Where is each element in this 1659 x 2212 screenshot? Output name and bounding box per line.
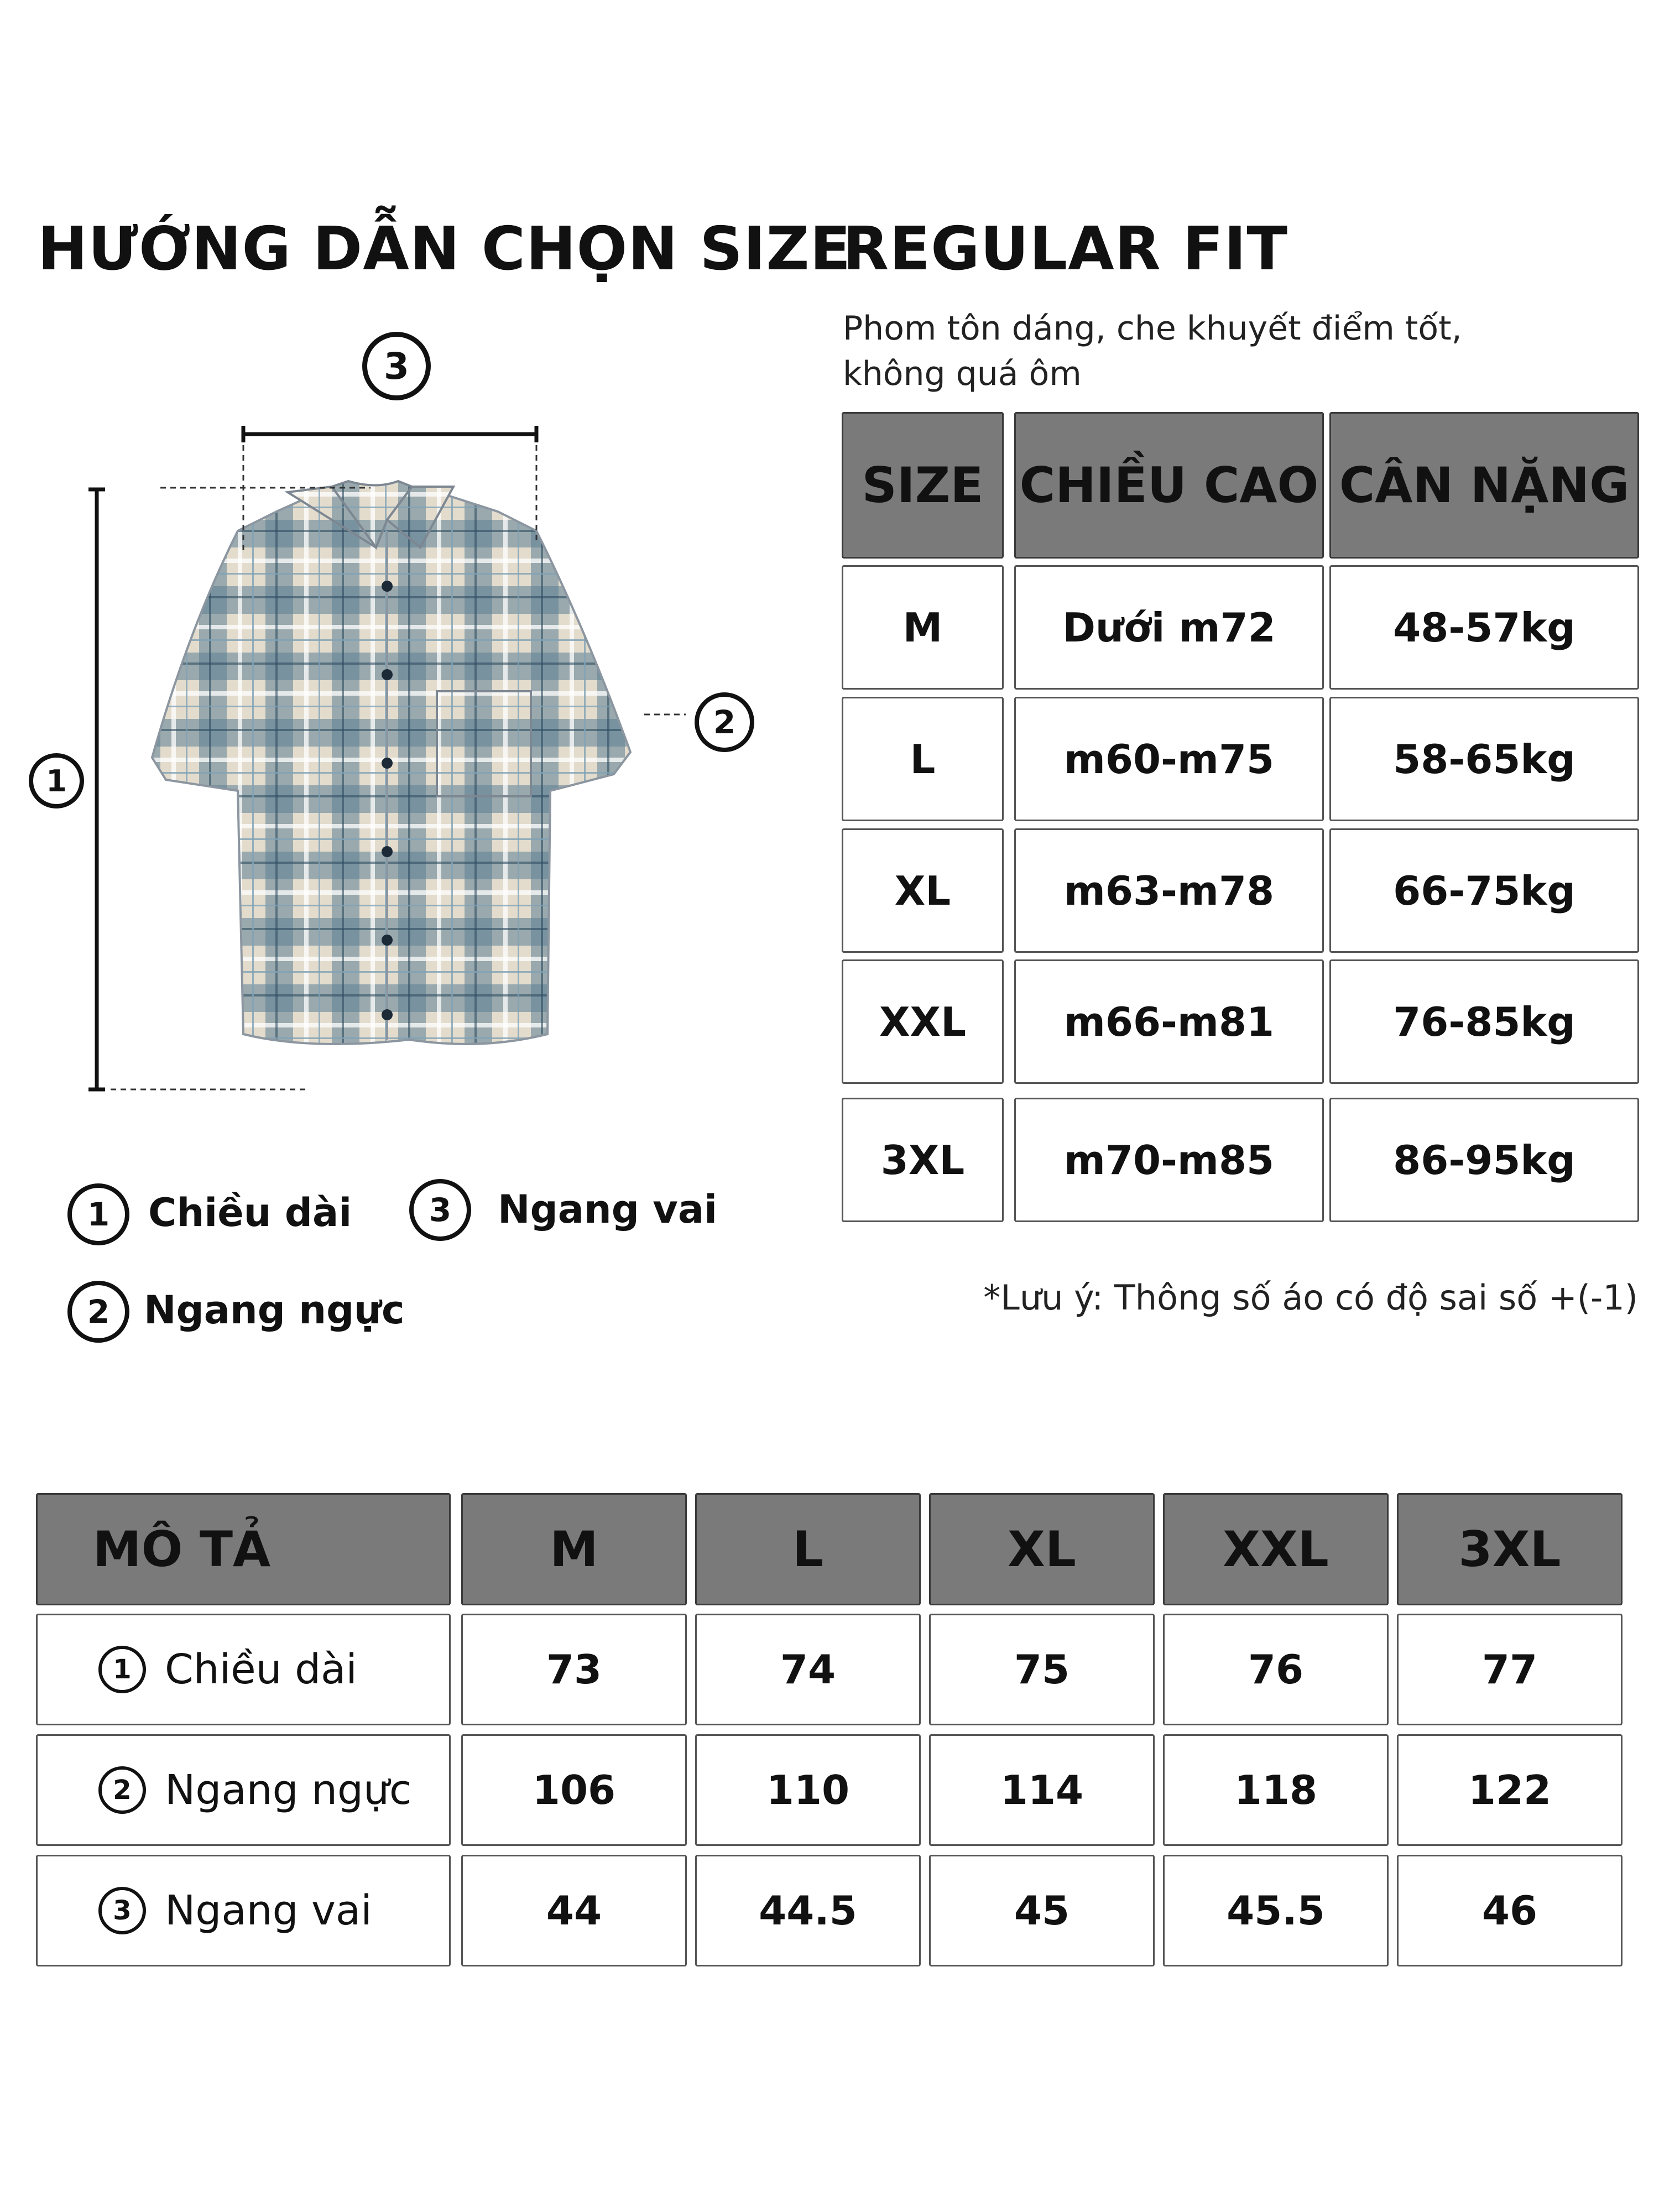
fit-title: REGULAR FIT: [843, 215, 1288, 284]
measure-value: 74: [695, 1614, 921, 1725]
size-cell: XXL: [842, 959, 1004, 1084]
measure-value: 110: [695, 1734, 921, 1846]
legend-label-shoulder: Ngang vai: [498, 1187, 718, 1232]
measure-header-size: XXL: [1163, 1493, 1389, 1605]
guide-title: HƯỚNG DẪN CHỌN SIZE: [38, 215, 852, 284]
size-note: *Lưu ý: Thông số áo có độ sai số +(-1): [983, 1277, 1638, 1318]
measure-row-label: [36, 1855, 451, 1966]
length-marker: 1: [29, 753, 84, 808]
measure-row-marker: 2: [98, 1766, 146, 1814]
measure-row-label: [36, 1734, 451, 1846]
measure-value: 106: [461, 1734, 687, 1846]
weight-cell: 58-65kg: [1329, 697, 1639, 821]
weight-cell: 76-85kg: [1329, 959, 1639, 1084]
measure-header-description: MÔ TẢ: [36, 1493, 451, 1605]
legend-marker-chest: 2: [67, 1281, 129, 1343]
size-cell: XL: [842, 828, 1004, 953]
measure-header-size: 3XL: [1397, 1493, 1623, 1605]
measure-row-label-text: Chiều dài: [165, 1646, 357, 1693]
legend-label-length: Chiều dài: [148, 1190, 352, 1235]
height-cell: m60-m75: [1014, 697, 1324, 821]
measure-value: 73: [461, 1614, 687, 1725]
size-cell: L: [842, 697, 1004, 821]
measure-row-label-text: Ngang ngực: [165, 1766, 412, 1814]
measure-value: 45.5: [1163, 1855, 1389, 1966]
legend-label-chest: Ngang ngực: [144, 1287, 405, 1333]
size-cell: 3XL: [842, 1098, 1004, 1222]
height-cell: m66-m81: [1014, 959, 1324, 1084]
weight-cell: 48-57kg: [1329, 565, 1639, 690]
legend-marker-length: 1: [67, 1183, 129, 1245]
shoulder-marker: 3: [362, 332, 431, 400]
measure-value: 114: [929, 1734, 1155, 1846]
size-table-header-weight: CÂN NẶNG: [1329, 412, 1639, 559]
fit-description-line1: Phom tôn dáng, che khuyết điểm tốt,: [843, 309, 1462, 348]
size-table-header-height: CHIỀU CAO: [1014, 412, 1324, 559]
height-cell: m70-m85: [1014, 1098, 1324, 1222]
height-cell: Dưới m72: [1014, 565, 1324, 690]
size-table-header-size: SIZE: [842, 412, 1004, 559]
measure-value: 46: [1397, 1855, 1623, 1966]
height-cell: m63-m78: [1014, 828, 1324, 953]
measure-value: 76: [1163, 1614, 1389, 1725]
measure-value: 118: [1163, 1734, 1389, 1846]
measure-row-label-text: Ngang vai: [165, 1887, 372, 1934]
measure-value: 45: [929, 1855, 1155, 1966]
weight-cell: 66-75kg: [1329, 828, 1639, 953]
measure-header-size: XL: [929, 1493, 1155, 1605]
fit-description-line2: không quá ôm: [843, 354, 1082, 393]
size-cell: M: [842, 565, 1004, 690]
measure-value: 77: [1397, 1614, 1623, 1725]
measure-row-marker: 3: [98, 1887, 146, 1934]
measure-value: 122: [1397, 1734, 1623, 1846]
legend-marker-shoulder: 3: [409, 1179, 471, 1241]
shirt-image: [152, 481, 630, 1044]
measure-value: 75: [929, 1614, 1155, 1725]
chest-marker: 2: [695, 692, 754, 752]
measure-row-label: [36, 1614, 451, 1725]
measure-row-marker: 1: [98, 1646, 146, 1693]
measure-value: 44: [461, 1855, 687, 1966]
measure-header-size: L: [695, 1493, 921, 1605]
weight-cell: 86-95kg: [1329, 1098, 1639, 1222]
measure-value: 44.5: [695, 1855, 921, 1966]
measure-header-size: M: [461, 1493, 687, 1605]
